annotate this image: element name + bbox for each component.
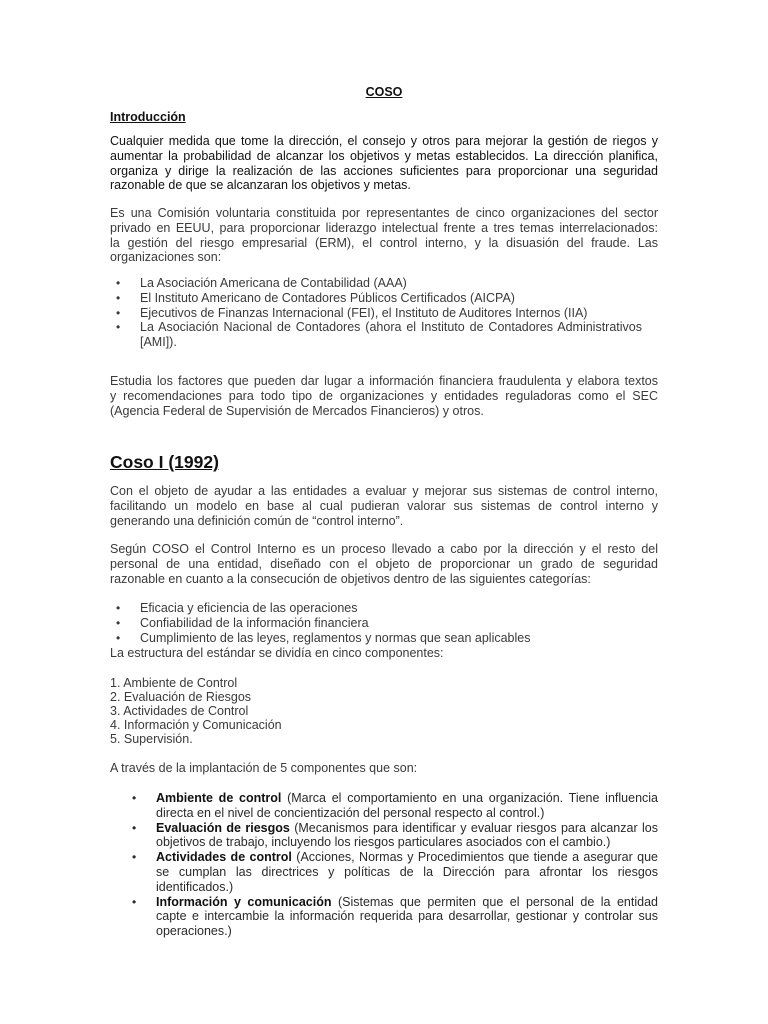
list-item: • La Asociación Nacional de Contadores (ahora el Instituto de Contadores Administrativos [AMI]). <box>116 320 642 350</box>
list-item: • El Instituto Americano de Contadores Públicos Certificados (AICPA) <box>116 290 515 305</box>
text-line: privado en EEUU, para proporcionar liderazgo intelectual frente a tres temas interrelacionados: <box>110 220 658 235</box>
text-line: organiza y dirige la realización de las acciones suficientes para proporcionar una seguridad <box>110 163 658 178</box>
bullet-icon: • <box>116 630 121 645</box>
list-item: • Cumplimiento de las leyes, reglamentos y normas que sean aplicables <box>116 630 531 645</box>
components-numbered-list <box>110 676 282 746</box>
bullet-icon: • <box>116 601 121 615</box>
objective-paragraph <box>110 484 658 528</box>
text-line: razonable de que se alcanzaran los objetivos y metas. <box>110 178 411 193</box>
intro-paragraph <box>110 134 658 193</box>
component-desc: (Marca el comportamiento en una organización. Tiene influencia directa en el nivel de concientización del personal respecto al control.) <box>156 791 658 820</box>
bullet-icon: • <box>132 894 137 909</box>
organizations-list <box>116 276 642 350</box>
bullet-icon: • <box>116 615 121 630</box>
component-desc: (Mecanismos para identificar y evaluar riesgos para alcanzar los objetivos de trabajo, incluyendo los riesgos particulares asociados con el cambio.) <box>156 820 658 850</box>
bullet-icon: • <box>116 276 121 290</box>
text-line: Es una Comisión voluntaria constituida por representantes de cinco organizaciones del sector <box>110 206 658 220</box>
list-item <box>132 894 658 939</box>
through-text: A través de la implantación de 5 componentes que son: <box>110 761 418 775</box>
definition-paragraph <box>110 542 658 586</box>
text-line: Estudia los factores que pueden dar lugar a información financiera fraudulenta y elabora textos <box>110 374 658 388</box>
text-line: Según COSO el Control Interno es un proceso llevado a cabo por la dirección y el resto del <box>110 542 658 556</box>
list-item: • Eficacia y eficiencia de las operaciones <box>116 601 358 615</box>
component-term: Ambiente de control <box>156 791 282 805</box>
list-item: 1. Ambiente de Control <box>110 676 238 690</box>
list-item <box>132 820 658 851</box>
bullet-icon: • <box>116 290 121 305</box>
text-line: la gestión del riesgo empresarial (ERM), el control interno, y la disuasión del fraude. Las <box>110 235 658 250</box>
list-item: • La Asociación Americana de Contabilidad (AAA) <box>116 276 407 290</box>
list-item: • Confiabilidad de la información financiera <box>116 615 369 630</box>
text-line: generando una definición común de “control interno”. <box>110 513 404 528</box>
component-desc: (Acciones, Normas y Procedimientos que tiende a asegurar que se cumplan las directrices y políticas de la Dirección para afrontar los riesgos identificados.) <box>156 850 659 894</box>
bullet-icon: • <box>132 791 137 805</box>
text-line: (Agencia Federal de Supervisión de Mercados Financieros) y otros. <box>110 403 484 418</box>
component-term: Evaluación de riesgos <box>156 820 290 835</box>
intro-heading: Introducción <box>110 110 186 124</box>
text-line: razonable en cuanto a la consecución de objetivos dentro de las siguientes categorías: <box>110 571 591 586</box>
bullet-icon: • <box>132 820 137 835</box>
list-item <box>132 791 658 821</box>
list-item: 5. Supervisión. <box>110 732 193 746</box>
text-line: facilitando un modelo en base al cual pudieran valorar sus sistemas de control interno y <box>110 498 658 513</box>
component-desc: (Sistemas que permiten que el personal de la entidad capte e intercambie la información requerida para desarrollar, gestionar y controlar sus operaciones.) <box>156 894 658 939</box>
text-line: y recomendaciones para todo tipo de organizaciones y entidades reguladoras como el SEC <box>110 388 658 403</box>
list-item <box>132 850 659 894</box>
commission-paragraph <box>110 206 658 265</box>
component-term: Información y comunicación <box>156 894 332 909</box>
text-line: Cualquier medida que tome la dirección, el consejo y otros para mejorar la gestión de riegos y <box>110 134 658 148</box>
text-line: organizaciones son: <box>110 250 222 265</box>
bullet-icon: • <box>116 305 121 320</box>
studies-paragraph <box>110 374 658 418</box>
structure-text: La estructura del estándar se dividía en cinco componentes: <box>110 646 444 660</box>
text-line: Con el objeto de ayudar a las entidades a evaluar y mejorar sus sistemas de control interno, <box>110 484 658 498</box>
bullet-icon: • <box>132 850 137 865</box>
section-heading: Coso I (1992) <box>110 452 219 472</box>
categories-list <box>116 601 642 645</box>
text-line: personal de una entidad, diseñado con el objeto de proporcionar un grado de seguridad <box>110 556 658 571</box>
components-detail-list <box>132 791 659 939</box>
bullet-icon: • <box>116 320 121 335</box>
list-item: 2. Evaluación de Riesgos <box>110 690 252 704</box>
component-term: Actividades de control <box>156 850 292 865</box>
list-item: 4. Información y Comunicación <box>110 718 282 732</box>
list-item: • Ejecutivos de Finanzas Internacional (FEI), el Instituto de Auditores Internos (IIA) <box>116 305 588 320</box>
text-line: aumentar la probabilidad de alcanzar los objetivos y metas establecidos. La dirección planifica, <box>110 148 658 163</box>
page-title: COSO <box>365 85 403 99</box>
list-item: 3. Actividades de Control <box>110 704 249 718</box>
